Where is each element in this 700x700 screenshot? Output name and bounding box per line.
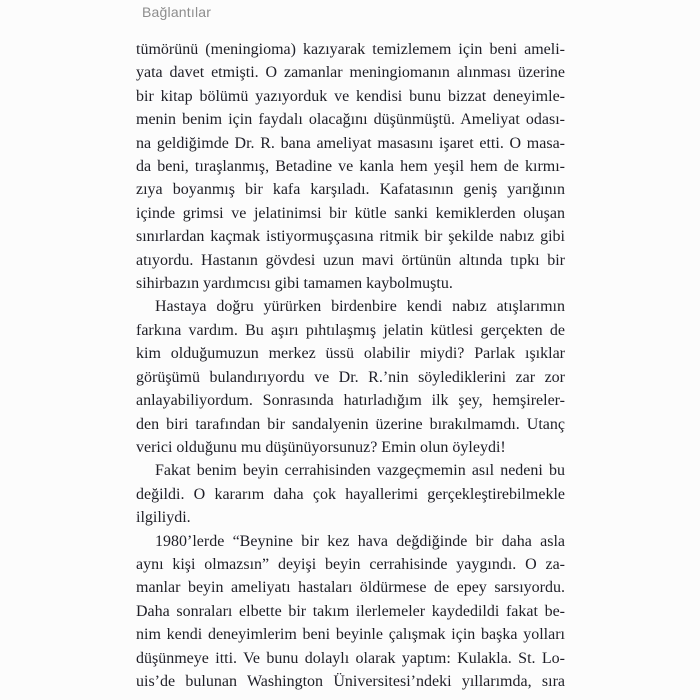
text-line: farkına vardım. Bu aşırı pıhtılaşmış jelatin kütlesi gerçekten de bbox=[136, 321, 565, 339]
text-line: verici olduğunu mu düşünüyorsunuz? Emin olun öyleydi! bbox=[136, 438, 506, 456]
text-line: yata davet etmişti. O zamanlar meningiomanın alınması üzerine bbox=[136, 64, 565, 82]
text-line: Daha sonraları elbette bir takım ilerlemeler kaydedildi fakat be- bbox=[136, 602, 565, 620]
text-line: kim olduğumuzun merkez üssü olabilir miydi? Parlak ışıklar bbox=[136, 345, 565, 363]
text-line: uis’de bulunan Washington Üniversitesi’ndeki yıllarımda, sıra bbox=[136, 672, 565, 690]
text-line: değildi. O kararım daha çok hayallerimi gerçekleştirebilmekle bbox=[136, 485, 565, 503]
text-line: menin benim için faydalı olacağını düşünmüştü. Ameliyat odası- bbox=[136, 111, 565, 129]
text-line: sihirbazın yardımcısı gibi tamamen kaybolmuştu. bbox=[136, 275, 453, 293]
running-header: Bağlantılar bbox=[142, 4, 212, 20]
text-line: aynı kişi olmazsın” deyişi beyin cerrahisinde yaygındı. O za- bbox=[136, 555, 565, 573]
text-block bbox=[136, 38, 565, 693]
text-line: bir kitap bölümü yazıyorduk ve kendisi bunu bizzat deneyimle- bbox=[136, 87, 565, 105]
text-line: atıyordu. Hastanın gövdesi uzun mavi örtünün altında tıpkı bir bbox=[136, 251, 565, 269]
text-line: da beni, tıraşlanmış, Betadine ve kanla hem yeşil hem de kırmı- bbox=[136, 158, 565, 176]
text-line: düşünmeye itti. Ve bunu dolaylı olarak yaptım: Kulakla. St. Lo- bbox=[136, 649, 565, 667]
text-line: zıya boyanmış bir kafa karşıladı. Kafatasının geniş yarığının bbox=[136, 181, 565, 199]
text-line: Fakat benim beyin cerrahisinden vazgeçmemin asıl nedeni bu bbox=[155, 462, 565, 480]
text-line: tümörünü (meningioma) kazıyarak temizlemem için beni ameli- bbox=[136, 41, 565, 58]
text-line: 1980’lerde “Beynine bir kez hava değdiğinde bir daha asla bbox=[155, 532, 565, 550]
text-line: içinde grimsi ve jelatinimsi bir kütle sanki kemiklerden oluşan bbox=[136, 204, 565, 222]
text-line: den biri tarafından bir sandalyenin üzerine bırakılmamdı. Utanç bbox=[136, 415, 565, 433]
text-line: ilgiliydi. bbox=[136, 509, 191, 527]
text-line: nim kendi deneyimlerim beni beyinle çalışmak için başka yolları bbox=[136, 626, 565, 644]
text-line: manlar beyin ameliyatı hastaları öldürmese de epey sarsıyordu. bbox=[136, 579, 565, 597]
text-line: na geldiğimde Dr. R. bana ameliyat masasını işaret etti. O masa- bbox=[136, 134, 565, 152]
text-line: görüşümü bulandırıyordu ve Dr. R.’nin söylediklerini zar zor bbox=[136, 368, 565, 386]
text-line: anlayabiliyordum. Sonrasında hatırladığım ilk şey, hemşireler- bbox=[136, 392, 565, 410]
text-line: Hastaya doğru yürürken birdenbire kendi nabız atışlarımın bbox=[155, 298, 565, 316]
text-line: sınırlardan kaçmak istiyormuşçasına ritmik bir şekilde nabız gibi bbox=[136, 228, 565, 246]
